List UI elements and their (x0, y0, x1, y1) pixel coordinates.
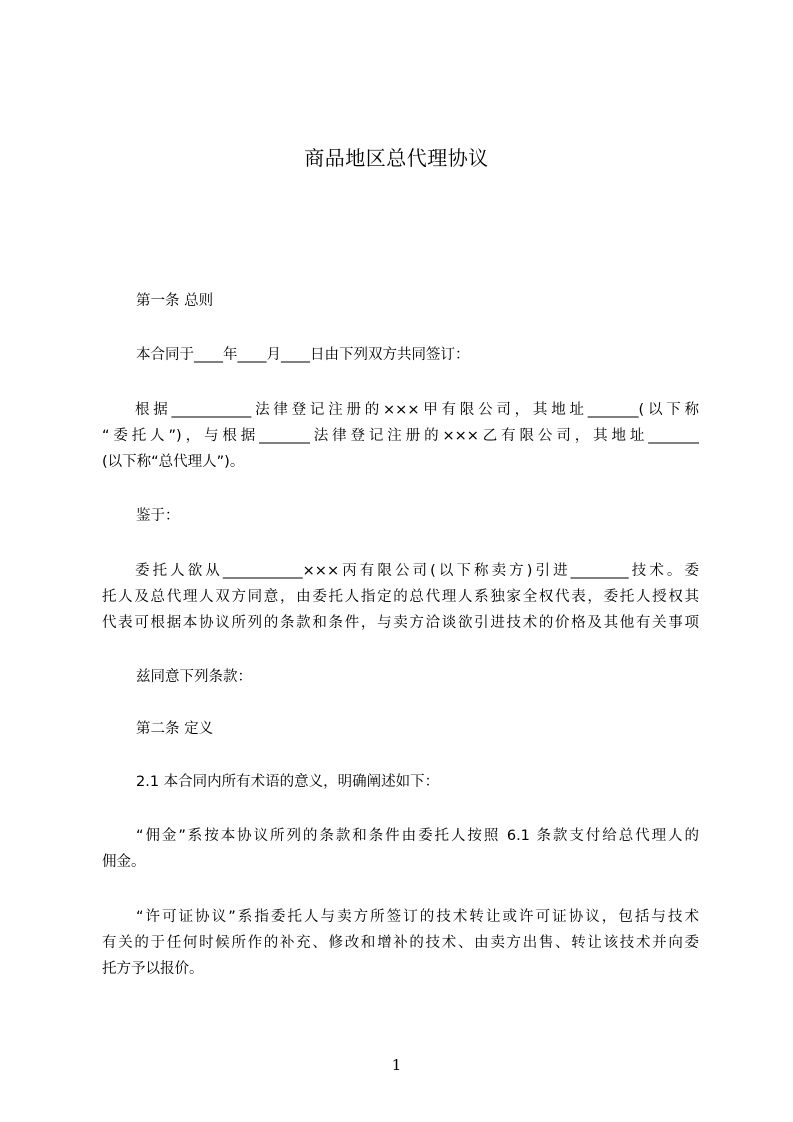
agreement-intro: 兹同意下列条款： (136, 669, 252, 685)
license-def-line-3: 托方予以报价。 (102, 961, 204, 977)
whereas-line-2: 托人及总代理人双方同意，由委托人指定的总代理人系独家全权代表，委托人授权其 (102, 589, 699, 605)
commission-def-line-2: 佣金。 (102, 854, 146, 870)
whereas-heading: 鉴于： (136, 508, 180, 524)
commission-def-line-1: “佣金”系按本协议所列的条款和条件由委托人按照 6.1 条款支付给总代理人的 (136, 828, 699, 844)
parties-line-1: 根据___________法律登记注册的×××甲有限公司，其地址_______(以下称 (135, 402, 699, 418)
clause-2-1: 2.1 本合同内所有术语的意义，明确阐述如下： (136, 774, 440, 790)
page-number: 1 (391, 1056, 402, 1074)
license-def-line-1: “许可证协议”系指委托人与卖方所签订的技术转让或许可证协议，包括与技术 (136, 909, 699, 925)
signing-date-line: 本合同于____年____月____日由下列双方共同签订： (136, 347, 470, 363)
license-def-line-2: 有关的于任何时候所作的补充、修改和增补的技术、由卖方出售、转让该技术并向委 (102, 935, 699, 951)
parties-line-2: “委托人”)，与根据_______法律登记注册的×××乙有限公司，其地址_______ (102, 428, 699, 444)
document-title: 商品地区总代理协议 (304, 146, 489, 170)
article-1-heading: 第一条 总则 (136, 293, 214, 309)
article-2-heading: 第二条 定义 (136, 721, 214, 737)
parties-line-3: (以下称“总代理人”)。 (102, 454, 245, 470)
whereas-line-1: 委托人欲从___________×××丙有限公司(以下称卖方)引进________技术。委 (135, 563, 699, 579)
whereas-line-3: 代表可根据本协议所列的条款和条件，与卖方洽谈欲引进技术的价格及其他有关事项 (102, 615, 699, 631)
